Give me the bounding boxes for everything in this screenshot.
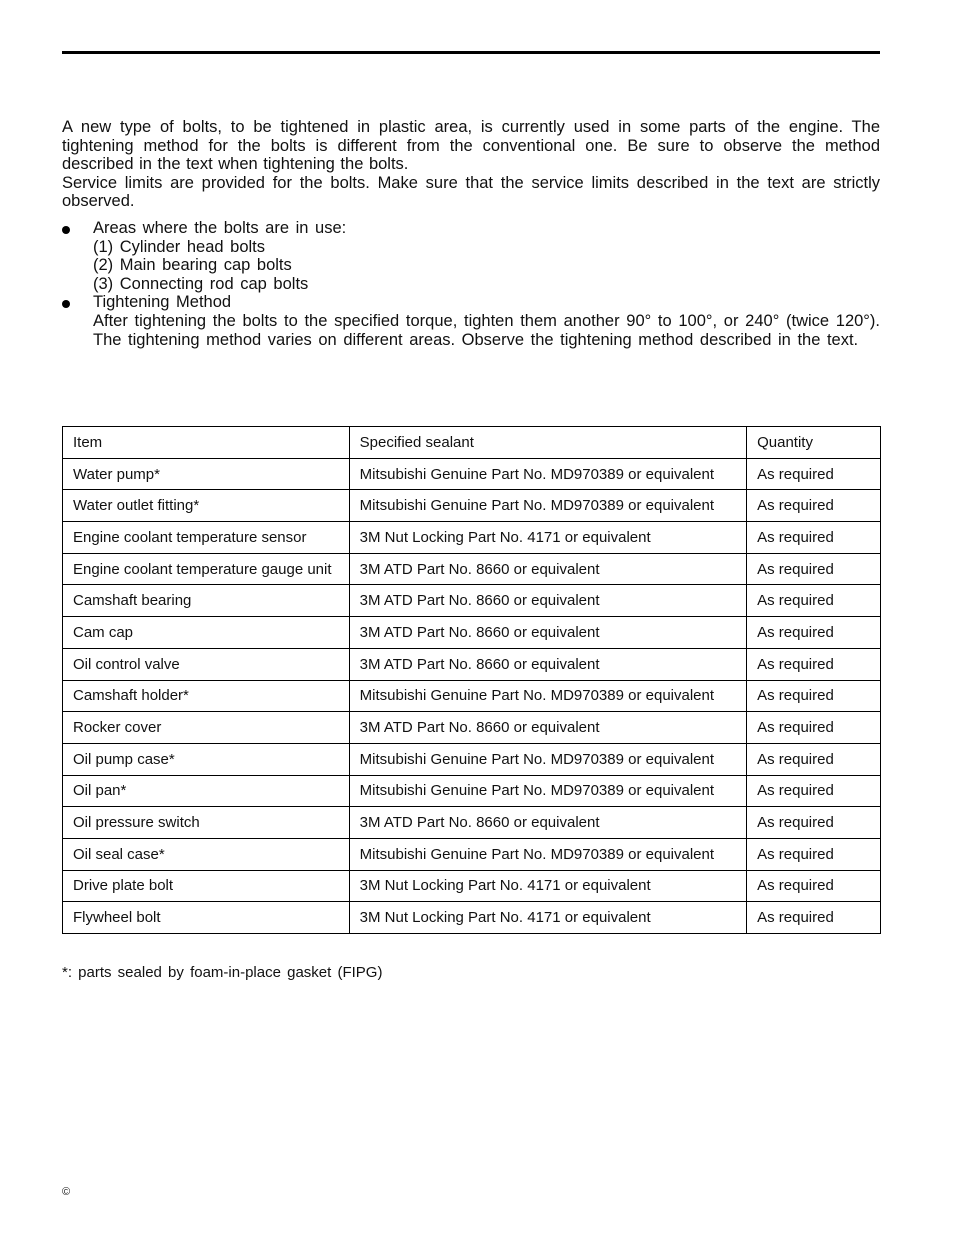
table-row — [63, 775, 881, 807]
cell-sealant: 3M ATD Part No. 8660 or equivalent — [349, 617, 746, 649]
sub-item: (2) Main bearing cap bolts — [93, 256, 292, 275]
table-row — [63, 807, 881, 839]
table-row — [63, 553, 881, 585]
bullet-dot-icon — [62, 226, 70, 234]
intro-text — [62, 118, 880, 211]
sub-item: (1) Cylinder head bolts — [93, 237, 265, 256]
table-row — [63, 490, 881, 522]
cell-item: Camshaft bearing — [63, 585, 350, 617]
column-header-quantity: Quantity — [747, 427, 881, 459]
cell-item: Oil pump case* — [63, 743, 350, 775]
table-row — [63, 902, 881, 934]
cell-item: Rocker cover — [63, 712, 350, 744]
header-rule — [62, 51, 880, 54]
cell-item: Oil pressure switch — [63, 807, 350, 839]
cell-quantity: As required — [747, 458, 881, 490]
table-row — [63, 585, 881, 617]
cell-item: Oil pan* — [63, 775, 350, 807]
cell-sealant: 3M ATD Part No. 8660 or equivalent — [349, 585, 746, 617]
cell-item: Water pump* — [63, 458, 350, 490]
table-row — [63, 458, 881, 490]
cell-item: Drive plate bolt — [63, 870, 350, 902]
cell-sealant: 3M ATD Part No. 8660 or equivalent — [349, 553, 746, 585]
cell-sealant: Mitsubishi Genuine Part No. MD970389 or equivalent — [349, 680, 746, 712]
cell-quantity: As required — [747, 775, 881, 807]
cell-item: Flywheel bolt — [63, 902, 350, 934]
cell-sealant: Mitsubishi Genuine Part No. MD970389 or equivalent — [349, 490, 746, 522]
cell-sealant: 3M Nut Locking Part No. 4171 or equivalent — [349, 902, 746, 934]
bullet-title: Tightening Method — [93, 293, 232, 312]
bullet-title: Areas where the bolts are in use: — [93, 219, 347, 237]
table-header-row — [63, 427, 881, 459]
bullet-dot-icon — [62, 300, 70, 308]
cell-quantity: As required — [747, 490, 881, 522]
cell-item: Camshaft holder* — [63, 680, 350, 712]
table-row — [63, 870, 881, 902]
table-row — [63, 648, 881, 680]
cell-quantity: As required — [747, 838, 881, 870]
cell-sealant: 3M ATD Part No. 8660 or equivalent — [349, 648, 746, 680]
column-header-sealant: Specified sealant — [349, 427, 746, 459]
table-row — [63, 712, 881, 744]
cell-item: Engine coolant temperature sensor — [63, 522, 350, 554]
cell-sealant: Mitsubishi Genuine Part No. MD970389 or equivalent — [349, 743, 746, 775]
table-row — [63, 743, 881, 775]
intro-paragraph-2: Service limits are provided for the bolts. Make sure that the service limits described in the text are strictly observed. — [62, 173, 880, 211]
cell-item: Oil seal case* — [63, 838, 350, 870]
cell-sealant: 3M Nut Locking Part No. 4171 or equivalent — [349, 522, 746, 554]
bullet-item-tightening-method — [62, 293, 880, 349]
cell-sealant: 3M Nut Locking Part No. 4171 or equivalent — [349, 870, 746, 902]
cell-sealant: 3M ATD Part No. 8660 or equivalent — [349, 712, 746, 744]
column-header-item: Item — [63, 427, 350, 459]
cell-quantity: As required — [747, 585, 881, 617]
intro-paragraph-1: A new type of bolts, to be tightened in plastic area, is currently used in some parts of the engine. The tightening method for the bolts is different from the conventional one. Be sure to observe the method described in the text when tightening the bolts. — [62, 118, 880, 174]
cell-quantity: As required — [747, 712, 881, 744]
cell-item: Water outlet fitting* — [63, 490, 350, 522]
table-row — [63, 680, 881, 712]
cell-quantity: As required — [747, 743, 881, 775]
table-row — [63, 838, 881, 870]
cell-item: Engine coolant temperature gauge unit — [63, 553, 350, 585]
cell-sealant: Mitsubishi Genuine Part No. MD970389 or equivalent — [349, 458, 746, 490]
cell-item: Cam cap — [63, 617, 350, 649]
bullet-list — [62, 219, 880, 349]
table-row — [63, 617, 881, 649]
sealant-table — [62, 426, 881, 934]
sub-item: (3) Connecting rod cap bolts — [93, 274, 309, 293]
cell-item: Oil control valve — [63, 648, 350, 680]
cell-quantity: As required — [747, 807, 881, 839]
cell-quantity: As required — [747, 902, 881, 934]
cell-quantity: As required — [747, 522, 881, 554]
copyright-mark: © — [62, 1186, 71, 1198]
cell-sealant: Mitsubishi Genuine Part No. MD970389 or equivalent — [349, 775, 746, 807]
cell-sealant: Mitsubishi Genuine Part No. MD970389 or equivalent — [349, 838, 746, 870]
cell-sealant: 3M ATD Part No. 8660 or equivalent — [349, 807, 746, 839]
cell-quantity: As required — [747, 870, 881, 902]
cell-quantity: As required — [747, 648, 881, 680]
cell-quantity: As required — [747, 680, 881, 712]
cell-quantity: As required — [747, 617, 881, 649]
cell-quantity: As required — [747, 553, 881, 585]
table-row — [63, 522, 881, 554]
bullet-body: After tightening the bolts to the specified torque, tighten them another 90° to 100°, or 240° (twice 120°). The tightening method varies on different areas. Observe the tightening method described in the text. — [93, 311, 880, 349]
bullet-item-bolt-areas — [62, 219, 880, 293]
footnote: *: parts sealed by foam-in-place gasket (FIPG) — [62, 964, 383, 981]
